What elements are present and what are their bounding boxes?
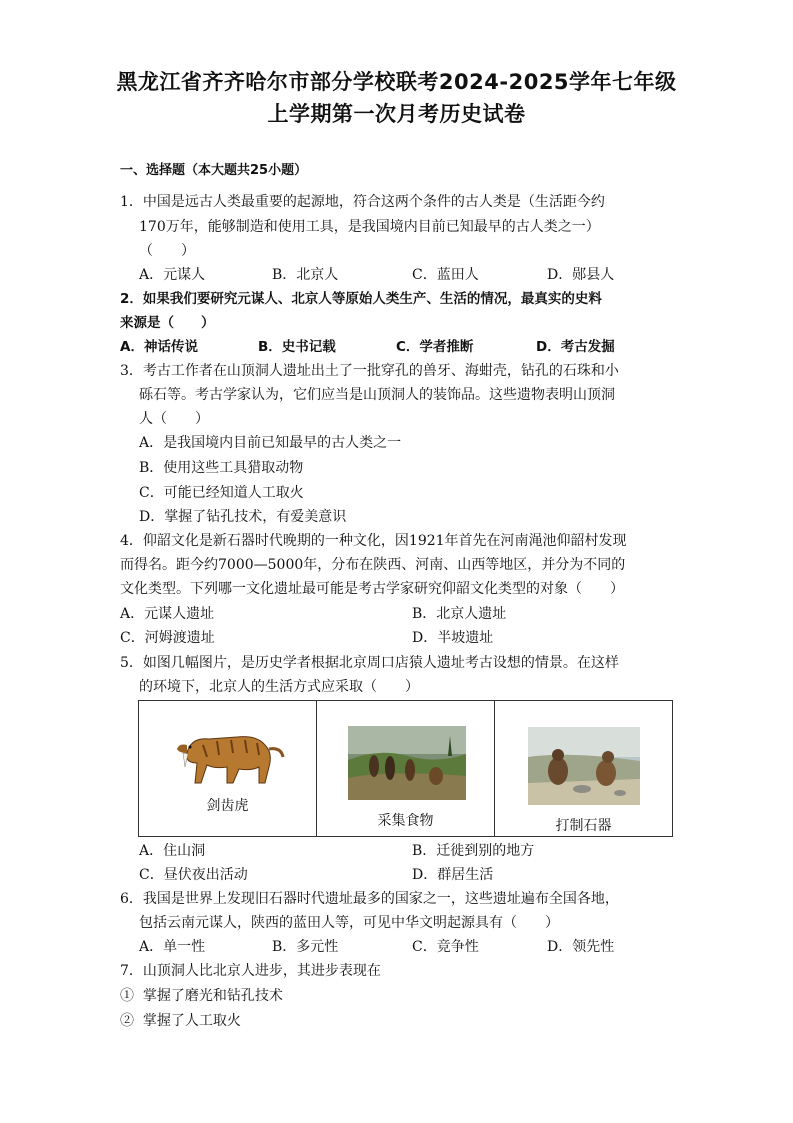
q4-stem-line3: 文化类型。下列哪一文化遗址最可能是考古学家研究仰韶文化类型的对象（ ）: [120, 581, 624, 597]
q2-option-a: A．神话传说: [120, 339, 198, 355]
q3-option-a: A．是我国境内目前已知最早的古人类之一: [139, 435, 402, 451]
q3-option-b: B．使用这些工具猎取动物: [139, 460, 304, 476]
q2-stem-line2: 来源是（ ）: [120, 315, 215, 331]
q5-option-d: D．群居生活: [412, 867, 494, 883]
q3-stem-line1: 3．考古工作者在山顶洞人遗址出土了一批穿孔的兽牙、海蚶壳，钻孔的石珠和小: [120, 363, 619, 379]
q2-option-c: C．学者推断: [396, 339, 474, 355]
q4-option-b: B．北京人遗址: [412, 606, 507, 622]
q7-item-2-number: ②: [120, 1013, 134, 1029]
q1-option-d: D．郧县人: [547, 267, 615, 283]
exam-title-line1: 黑龙江省齐齐哈尔市部分学校联考2024-2025学年七年级: [116, 70, 677, 94]
q5-option-c: C．昼伏夜出活动: [139, 867, 248, 883]
q4-stem-line2: 而得名。距今约7000—5000年，分布在陕西、河南、山西等地区，并分为不同的: [120, 557, 626, 573]
q7-item-2: [120, 1012, 241, 1030]
q1-stem-line1: 1．中国是远古人类最重要的起源地，符合这两个条件的古人类是（生活距今约: [120, 194, 605, 210]
q6-option-b: B．多元性: [272, 939, 339, 955]
section-heading: 一、选择题（本大题共25小题）: [120, 163, 308, 178]
q3-stem-line3: 人（ ）: [139, 411, 209, 427]
q4-option-a: A．元谋人遗址: [120, 606, 215, 622]
q5-caption-1: 剑齿虎: [206, 798, 249, 814]
q7-stem: 7．山顶洞人比北京人进步，其进步表现在: [120, 963, 381, 979]
q5-option-b: B．迁徙到别的地方: [412, 843, 535, 859]
q4-stem-line1: 4．仰韶文化是新石器时代晚期的一种文化，因1921年首先在河南渑池仰韶村发现: [120, 533, 627, 549]
q5-stem-line2: 的环境下，北京人的生活方式应采取（ ）: [139, 679, 419, 695]
q1-option-a: A．元谋人: [139, 267, 206, 283]
q7-item-1: [120, 987, 283, 1005]
q1-stem-line3: （ ）: [139, 243, 195, 259]
making-stone-tools-image: [528, 727, 640, 805]
gathering-food-image: [348, 726, 466, 800]
q1-option-b: B．北京人: [272, 267, 339, 283]
q7-item-2-text: 掌握了人工取火: [142, 1013, 241, 1029]
q2-option-d: D．考古发掘: [536, 339, 615, 355]
q3-option-d: D．掌握了钻孔技术，有爱美意识: [139, 509, 347, 525]
q5-option-a: A．住山洞: [139, 843, 206, 859]
q5-caption-2: 采集食物: [377, 813, 434, 829]
q1-option-c: C．蓝田人: [412, 267, 479, 283]
q1-stem-line2: 170万年，能够制造和使用工具，是我国境内目前已知最早的古人类之一）: [139, 219, 600, 235]
q7-item-1-number: ①: [120, 988, 134, 1004]
q4-option-d: D．半坡遗址: [412, 630, 494, 646]
q5-cell-gathering: [317, 701, 495, 836]
q5-cell-sabertooth: [139, 701, 317, 836]
q6-option-c: C．竞争性: [412, 939, 479, 955]
q6-option-a: A．单一性: [139, 939, 206, 955]
q7-item-1-text: 掌握了磨光和钻孔技术: [142, 988, 283, 1004]
exam-title-line2: 上学期第一次月考历史试卷: [267, 102, 526, 126]
q5-stem-line1: 5．如图几幅图片，是历史学者根据北京周口店猿人遗址考古设想的情景。在这样: [120, 655, 619, 671]
q6-stem-line2: 包括云南元谋人，陕西的蓝田人等，可见中华文明起源具有（ ）: [139, 915, 559, 931]
q4-option-c: C．河姆渡遗址: [120, 630, 215, 646]
q5-image-table: [138, 700, 673, 837]
q3-stem-line2: 砾石等。考古学家认为，它们应当是山顶洞人的装饰品。这些遗物表明山顶洞: [139, 387, 615, 403]
q5-cell-stone-tools: [495, 701, 672, 836]
q2-stem-line1: 2．如果我们要研究元谋人、北京人等原始人类生产、生活的情况，最真实的史料: [120, 291, 602, 307]
q3-option-c: C．可能已经知道人工取火: [139, 485, 304, 501]
q2-option-b: B．史书记载: [258, 339, 336, 355]
q5-caption-3: 打制石器: [555, 818, 612, 834]
q6-stem-line1: 6．我国是世界上发现旧石器时代遗址最多的国家之一，这些遗址遍布全国各地，: [120, 891, 619, 907]
sabertooth-tiger-image: [173, 723, 285, 791]
q6-option-d: D．领先性: [547, 939, 615, 955]
